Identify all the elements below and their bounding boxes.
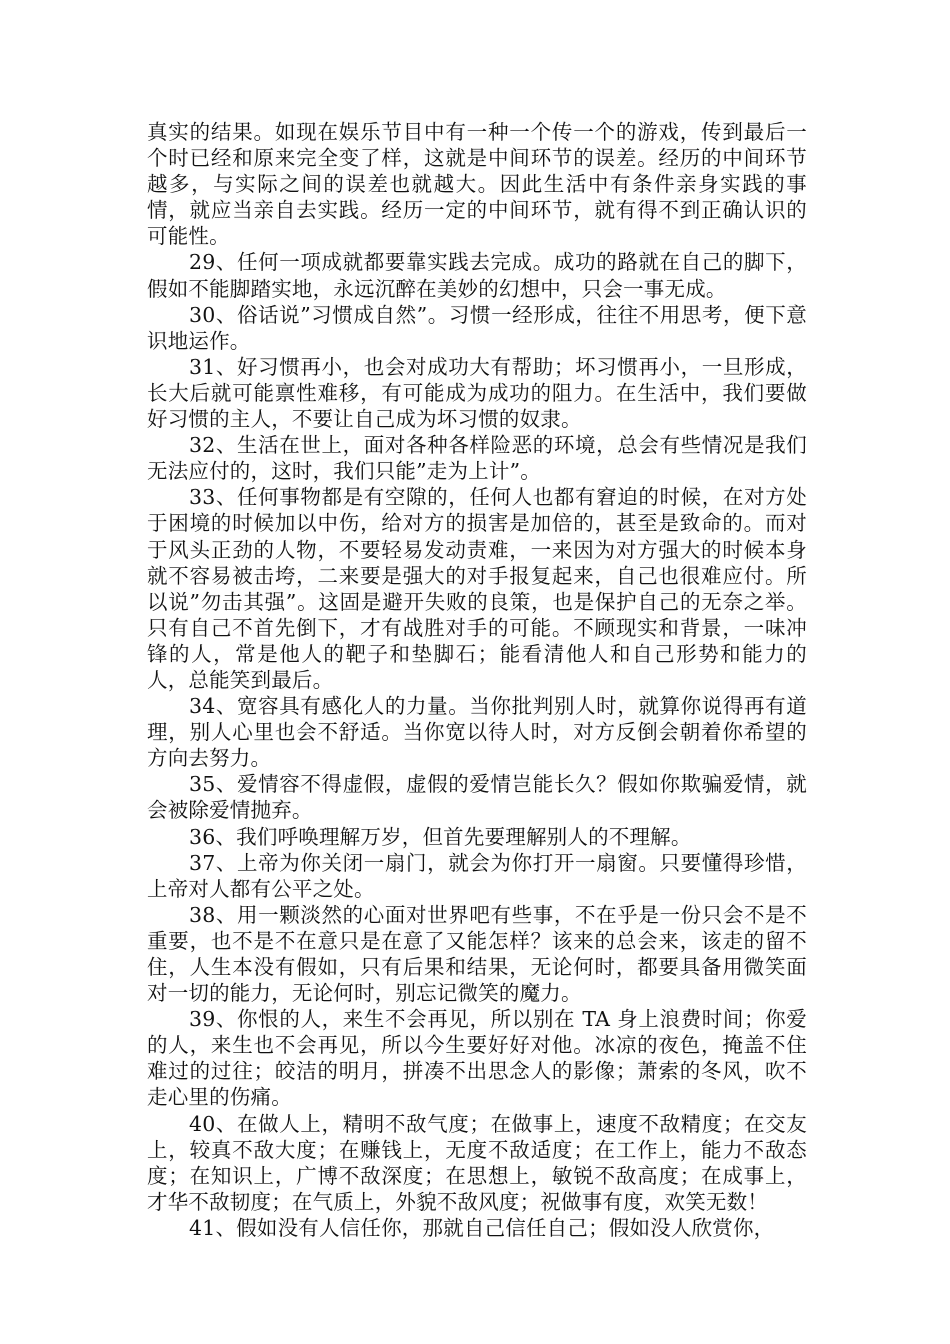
paragraph-36: 36、我们呼唤理解万岁，但首先要理解别人的不理解。 xyxy=(189,824,692,849)
paragraph-39: 39、你恨的人，来生不会再见，所以别在 TA 身上浪费时间；你爱的人，来生也不会再见，所以今生要好好对他。冰凉的夜色，掩盖不住难过的过往；皎洁的明月，拼凑不出思念人的影像；萧索的冬风，吹不走心里的伤痛。 xyxy=(147,1007,807,1110)
paragraph-34: 34、宽容具有感化人的力量。当你批判别人时，就算你说得再有道理，别人心里也会不舒适。当你宽以待人时，对方反倒会朝着你希望的方向去努力。 xyxy=(147,694,807,771)
paragraph-40: 40、在做人上，精明不敌气度；在做事上，速度不敌精度；在交友上，较真不敌大度；在赚钱上，无度不敌适度；在工作上，能力不敌态度；在知识上，广博不敌深度；在思想上，敏锐不敌高度；在成事上，才华不敌韧度；在气质上，外貌不敌风度；祝做事有度，欢笑无数！ xyxy=(147,1111,807,1214)
paragraph-30: 30、俗话说”习惯成自然”。习惯一经形成，往往不用思考，便下意识地运作。 xyxy=(147,302,807,353)
paragraph-37: 37、上帝为你关闭一扇门，就会为你打开一扇窗。只要懂得珍惜，上帝对人都有公平之处。 xyxy=(147,850,807,901)
paragraph-31: 31、好习惯再小，也会对成功大有帮助；坏习惯再小，一旦形成，长大后就可能禀性难移，有可能成为成功的阻力。在生活中，我们要做好习惯的主人，不要让自己成为坏习惯的奴隶。 xyxy=(147,354,807,432)
paragraph-continuation: 真实的结果。如现在娱乐节目中有一种一个传一个的游戏，传到最后一个时已经和原来完全变了样，这就是中间环节的误差。经历的中间环节越多，与实际之间的误差也就越大。因此生活中有条件亲身实践的事情，就应当亲自去实践。经历一定的中间环节，就有得不到正确认识的可能性。 xyxy=(147,120,807,249)
paragraph-33: 33、任何事物都是有空隙的，任何人也都有窘迫的时候，在对方处于困境的时候加以中伤，给对方的损害是加倍的，甚至是致命的。而对于风头正劲的人物，不要轻易发动责难，一来因为对方强大的时候本身就不容易被击垮，二来要是强大的对手报复起来，自己也很难应付。所以说”勿击其强”。这固是避开失败的良策，也是保护自己的无奈之举。只有自己不首先倒下，才有战胜对手的可能。不顾现实和背景，一味冲锋的人，常是他人的靶子和垫脚石；能看清他人和自己形势和能力的人，总能笑到最后。 xyxy=(147,485,807,692)
paragraph-32: 32、生活在世上，面对各种各样险恶的环境，总会有些情况是我们无法应付的，这时，我们只能”走为上计”。 xyxy=(147,433,807,484)
body-text xyxy=(147,119,807,1241)
paragraph-38: 38、用一颗淡然的心面对世界吧有些事，不在乎是一份只会不是不重要，也不是不在意只是在意了又能怎样？该来的总会来，该走的留不住，人生本没有假如，只有后果和结果，无论何时，都要具备用微笑面对一切的能力，无论何时，别忘记微笑的魔力。 xyxy=(147,902,807,1006)
paragraph-41: 41、假如没有人信任你，那就自己信任自己；假如没人欣赏你， xyxy=(189,1215,775,1240)
paragraph-35: 35、爱情容不得虚假，虚假的爱情岂能长久？假如你欺骗爱情，就会被除爱情抛弃。 xyxy=(147,772,807,823)
paragraph-29: 29、任何一项成就都要靠实践去完成。成功的路就在自己的脚下，假如不能脚踏实地，永远沉醉在美妙的幻想中，只会一事无成。 xyxy=(147,250,807,301)
